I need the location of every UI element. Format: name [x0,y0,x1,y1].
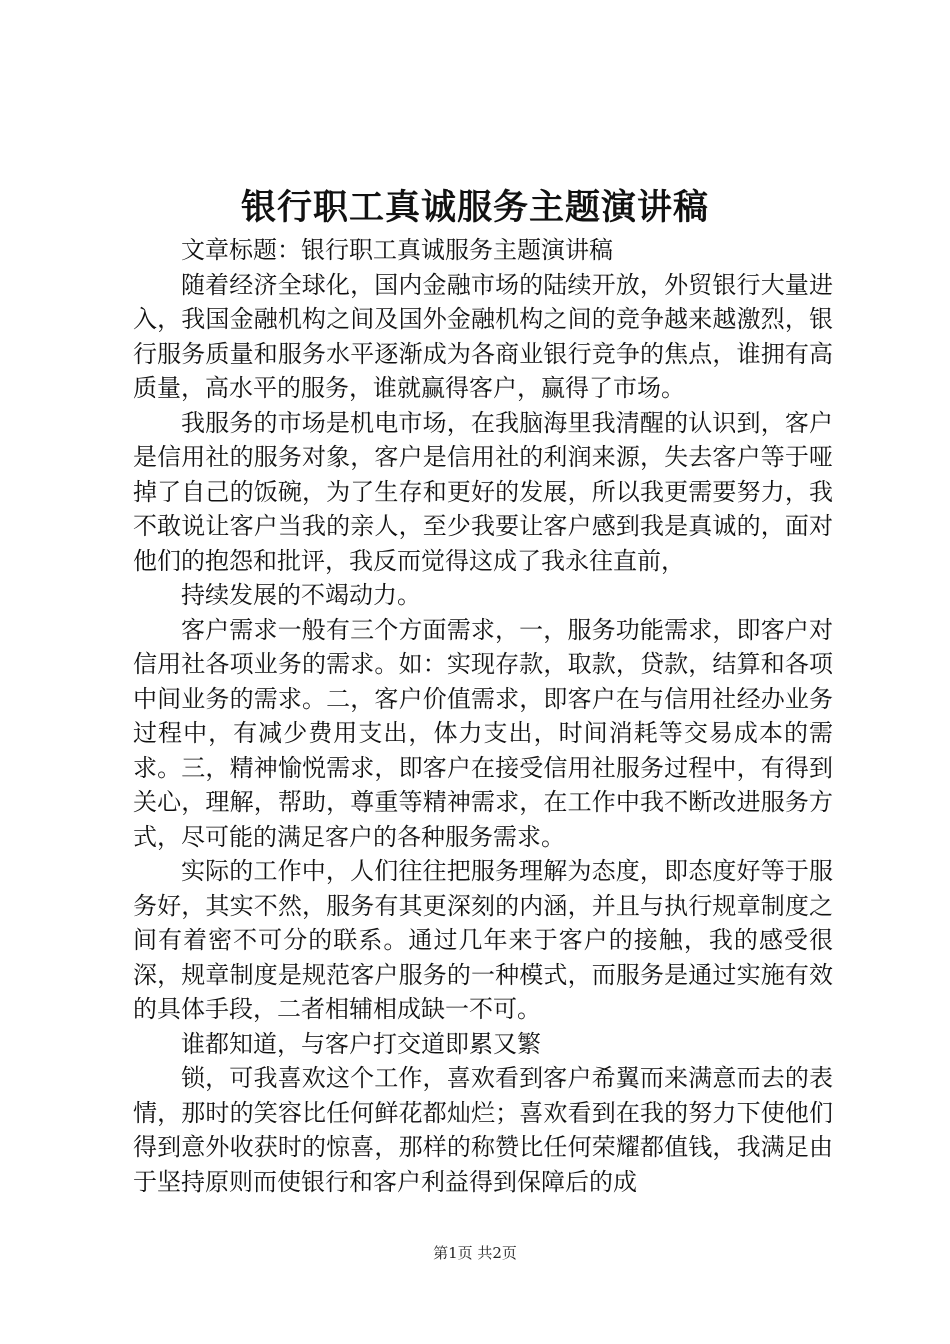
paragraph-article-title: 文章标题：银行职工真诚服务主题演讲稿 [181,236,613,264]
paragraph-motivation: 持续发展的不竭动力。 [181,581,421,609]
paragraph-market: 我服务的市场是机电市场，在我脑海里我清醒的认识到，客户是信用社的服务对象，客户是信用社的利润来源，失去客户等于哑掉了自己的饭碗，为了生存和更好的发展，所以我更需要努力，我不敢说让客户当我的亲人，至少我要让客户感到我是真诚的，面对他们的抱怨和批评，我反而觉得这成了我永往直前， [133,408,833,575]
paragraph-service-rules: 实际的工作中，人们往往把服务理解为态度，即态度好等于服务好，其实不然，服务有其更深刻的内涵，并且与执行规章制度之间有着密不可分的联系。通过几年来于客户的接触，我的感受很深，规章制度是规范客户服务的一种模式，而服务是通过实施有效的具体手段，二者相辅相成缺一不可。 [133,857,833,1023]
paragraph-customer-dealings: 谁都知道，与客户打交道即累又繁 [181,1029,541,1058]
paragraph-customer-needs: 客户需求一般有三个方面需求，一，服务功能需求，即客户对信用社各项业务的需求。如：实现存款，取款，贷款，结算和各项中间业务的需求。二，客户价值需求，即客户在与信用社经办业务过程中，有减少费用支出，体力支出，时间消耗等交易成本的需求。三，精神愉悦需求，即客户在接受信用社服务过程中，有得到关心，理解，帮助，尊重等精神需求，在工作中我不断改进服务方式，尽可能的满足客户的各种服务需求。 [133,615,833,851]
paragraph-intro: 随着经济全球化，国内金融市场的陆续开放，外贸银行大量进入，我国金融机构之间及国外金融机构之间的竞争越来越激烈，银行服务质量和服务水平逐渐成为各商业银行竞争的焦点，谁拥有高质量，高水平的服务，谁就赢得客户，赢得了市场。 [133,270,833,402]
paragraph-job-satisfaction: 锁，可我喜欢这个工作，喜欢看到客户希翼而来满意而去的表情，那时的笑容比任何鲜花都灿烂；喜欢看到在我的努力下使他们得到意外收获时的惊喜，那样的称赞比任何荣耀都值钱，我满足由于坚持原则而使银行和客户利益得到保障后的成 [133,1064,833,1196]
page-title: 银行职工真诚服务主题演讲稿 [240,187,709,228]
page-number-footer: 第1页 共2页 [433,1244,517,1262]
document-body [133,233,833,1199]
